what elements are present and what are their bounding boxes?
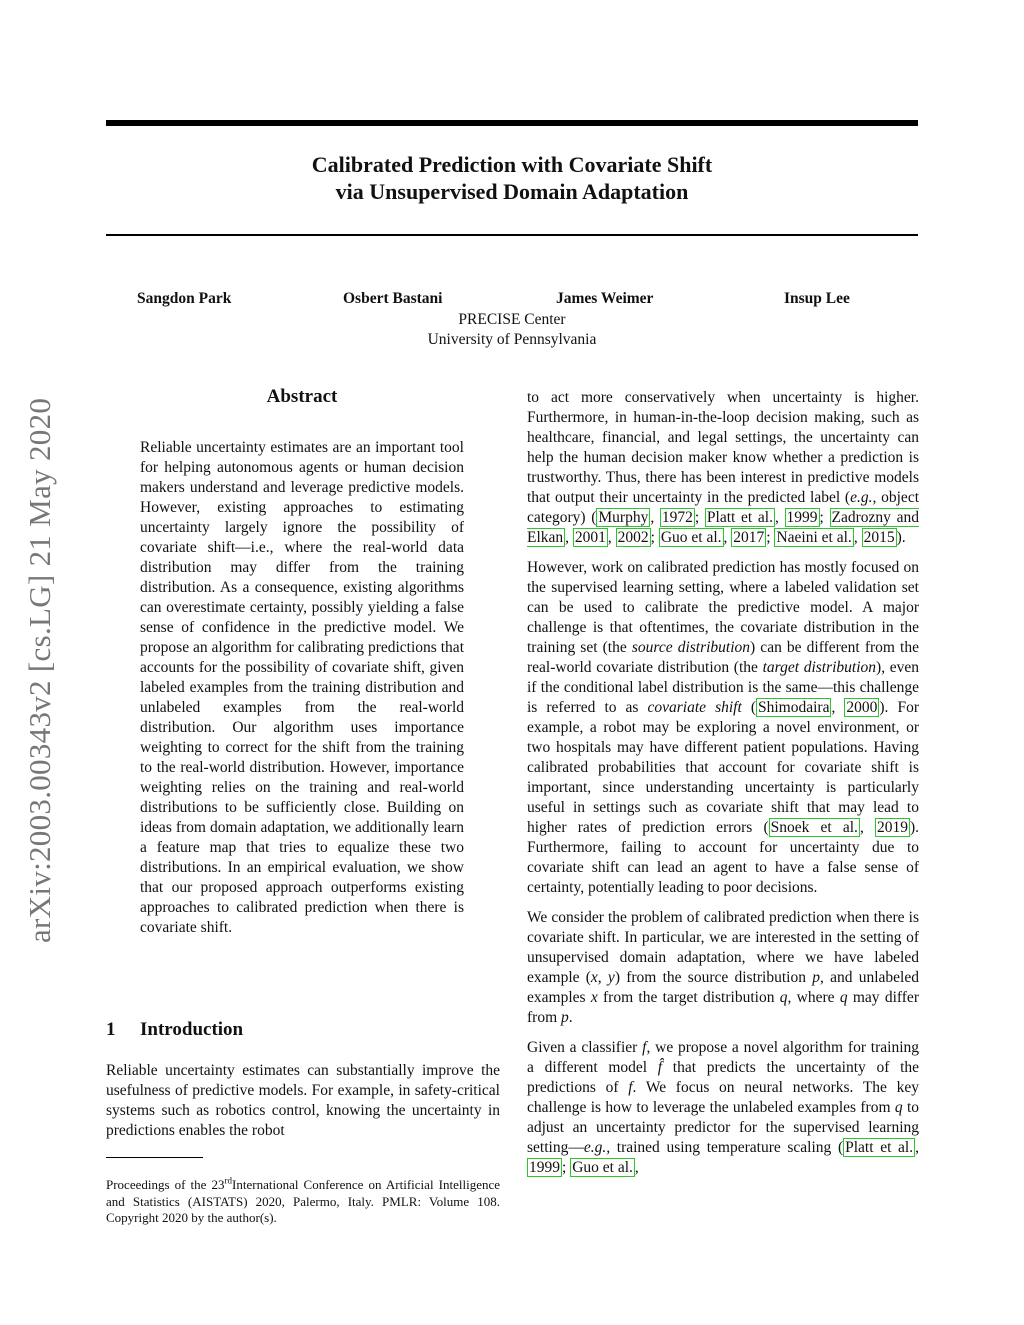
math-run: x, y: [590, 969, 615, 986]
text-run: (: [741, 699, 756, 716]
citation-year-link[interactable]: 1999: [529, 1159, 560, 1176]
citation-year-link[interactable]: 1999: [786, 509, 818, 526]
text-run: from the target distribution: [597, 989, 780, 1006]
text-run: e.g.,: [850, 489, 877, 506]
citation-year-link[interactable]: 2019: [876, 819, 908, 836]
text-run: However, work on calibrated prediction has mostly focused on the supervised learning setting, where a labeled validation set can be used to calibrate the predictive model. A major challenge is that oftentimes, the covariate distribution in the training set (the: [527, 559, 919, 656]
text-run: ), even if the conditional label distribution is the same—this challenge is referred to as: [527, 659, 920, 716]
math-run: p: [812, 969, 820, 986]
footnote-text-a: Proceedings of the 23: [106, 1177, 225, 1192]
text-run: ,: [723, 529, 732, 546]
citation-year-link[interactable]: 2002: [617, 529, 649, 546]
text-run: ,: [859, 819, 875, 836]
math-run: q: [839, 989, 848, 1006]
text-run: ;: [562, 1159, 571, 1176]
author-list: [106, 290, 918, 310]
text-run: . We focus on neural networks. The key challenge is how to leverage the unlabeled examples from: [527, 1079, 919, 1116]
text-run: e.g.,: [583, 1139, 611, 1156]
text-run: ,: [565, 529, 573, 546]
math-run: q: [894, 1099, 903, 1116]
title-top-rule: [106, 120, 918, 126]
section-heading-introduction: [106, 1019, 506, 1041]
text-run: ,: [634, 1159, 639, 1176]
citation-link[interactable]: Guo et al.: [660, 529, 722, 546]
footnote-rule: [106, 1157, 203, 1158]
text-run: to adjust an uncertainty predictor for the supervised learning setting—: [527, 1099, 920, 1156]
author-3: James Weimer: [556, 290, 654, 307]
text-run: covariate shift: [647, 699, 742, 716]
text-run: ,: [853, 529, 862, 546]
affiliation-university: University of Pennsylvania: [427, 331, 597, 348]
text-run: ;: [819, 509, 830, 526]
arxiv-stamp: arXiv:2003.00343v2 [cs.LG] 21 May 2020: [22, 397, 57, 943]
math-run: p: [561, 1009, 569, 1026]
citation-link[interactable]: Platt et al.: [845, 1139, 914, 1156]
text-run: , where: [787, 989, 840, 1006]
paragraph-1: [527, 388, 919, 548]
math-run: f: [642, 1039, 647, 1056]
text-run: ,: [774, 509, 785, 526]
paragraph-4: [527, 1038, 919, 1178]
text-run: that predicts the uncertainty of the predictions of: [527, 1059, 920, 1096]
citation-year-link[interactable]: 2000: [846, 699, 878, 716]
math-run: f: [628, 1079, 633, 1096]
text-run: ). For example, a robot may be exploring a novel environment, or two hospitals may have different patient populations. Having calibrated probabilities that account for covariate shift is important, since understanding uncertainty is particularly useful in settings such as covariate shift that may lead to higher rates of prediction errors (: [527, 699, 919, 836]
right-column: [527, 388, 919, 1188]
citation-link[interactable]: Zadrozny and Elkan: [527, 509, 920, 546]
math-run: q: [779, 989, 788, 1006]
author-2: Osbert Bastani: [343, 290, 443, 307]
math-run: f̂: [657, 1059, 663, 1076]
affiliation-center: PRECISE Center: [458, 311, 566, 328]
text-run: We consider the problem of calibrated prediction when there is covariate shift. In particular, we are interested in the setting of unsupervised domain adaptation, where we have labeled example (: [527, 909, 919, 986]
citation-link[interactable]: Guo et al.: [572, 1159, 633, 1176]
abstract-heading: Abstract: [266, 386, 338, 407]
footnote-sup: rd: [224, 1175, 233, 1186]
text-run: , we propose a novel algorithm for training a different model: [527, 1039, 919, 1076]
text-run: trained using temperature scaling (: [610, 1139, 844, 1156]
text-run: .: [568, 1009, 573, 1026]
text-run: Given a classifier: [527, 1039, 643, 1056]
footnote-text-b: International Conference on Artificial Intelligence and Statistics (AISTATS) 2020, Palermo, Italy. PMLR: Volume 108. Copyright 2020 by the author(s).: [106, 1177, 500, 1225]
paragraph-2: [527, 558, 919, 898]
text-run: ;: [694, 509, 705, 526]
citation-link[interactable]: Platt et al.: [706, 509, 773, 526]
math-run: x: [590, 989, 598, 1006]
paragraph-3: [527, 908, 919, 1028]
abstract-body: Reliable uncertainty estimates are an important tool for helping autonomous agents or human decision makers understand and leverage predictive models. However, existing approaches to estimating uncertainty largely ignore the possibility of covariate shift—i.e., where the real-world data distribution may differ from the training distribution. As a consequence, existing algorithms can overestimate certainty, possibly yielding a false sense of confidence in the predictive model. We propose an algorithm for calibrating predictions that accounts for the possibility of covariate shift, given labeled examples from the training distribution and unlabeled examples from the real-world distribution. Our algorithm uses importance weighting to correct for the shift from the training to the real-world distribution. However, importance weighting relies on the training and real-world distributions to be sufficiently close. Building on ideas from domain adaptation, we additionally learn a feature map that tries to equalize these two distributions. In an empirical evaluation, we show that our proposed approach outperforms existing approaches to calibrated prediction when there is covariate shift.: [140, 439, 464, 936]
citation-year-link[interactable]: 1972: [661, 509, 693, 526]
text-run: ,: [831, 699, 845, 716]
author-4: Insup Lee: [784, 290, 850, 307]
text-run: to act more conservatively when uncertainty is higher. Furthermore, in human-in-the-loop decision making, such as healthcare, financial, and legal settings, the uncertainty can help the human decision maker know whether a prediction is trustworthy. Thus, there has been interest in predictive models that output their uncertainty in the predicted label (: [527, 389, 919, 506]
text-run: may differ from: [527, 989, 919, 1026]
text-run: ;: [650, 529, 659, 546]
text-run: ,: [915, 1139, 919, 1156]
intro-paragraph: Reliable uncertainty estimates can substantially improve the usefulness of predictive models. For example, in safety-critical systems such as robotics control, knowing the uncertainty in predictions enables the robot: [106, 1062, 500, 1139]
text-run: ) can be different from the real-world covariate distribution (the: [527, 639, 919, 676]
text-run: , and unlabeled examples: [527, 969, 919, 1006]
author-1: Sangdon Park: [137, 290, 232, 307]
citation-year-link[interactable]: 2017: [733, 529, 765, 546]
citation-link[interactable]: Naeini et al.: [776, 529, 852, 546]
footnote: [106, 1177, 500, 1227]
title-line-1: Calibrated Prediction with Covariate Shift: [311, 152, 713, 177]
text-run: source distribution: [631, 639, 751, 656]
title-line-2: via Unsupervised Domain Adaptation: [335, 179, 689, 204]
text-run: ;: [766, 529, 775, 546]
text-run: ).: [896, 529, 906, 546]
text-run: ). Furthermore, failing to account for uncertainty due to covariate shift can lead an agent to have a false sense of certainty, potentially leading to poor decisions.: [527, 819, 920, 896]
paper-title: [106, 151, 918, 205]
citation-link[interactable]: Snoek et al.: [770, 819, 858, 836]
citation-year-link[interactable]: 2015: [863, 529, 895, 546]
text-run: ) from the source distribution: [614, 969, 813, 986]
section-number: 1: [106, 1019, 116, 1040]
citation-year-link[interactable]: 2001: [574, 529, 606, 546]
text-run: target distribution: [762, 659, 877, 676]
text-run: object category) (: [527, 489, 920, 526]
text-run: ,: [607, 529, 616, 546]
section-title: Introduction: [140, 1019, 244, 1040]
citation-link[interactable]: Shimodaira: [757, 699, 830, 716]
title-bottom-rule: [106, 234, 918, 236]
text-run: ,: [650, 509, 660, 526]
citation-link[interactable]: Murphy: [598, 509, 649, 526]
affiliation: [106, 310, 918, 350]
